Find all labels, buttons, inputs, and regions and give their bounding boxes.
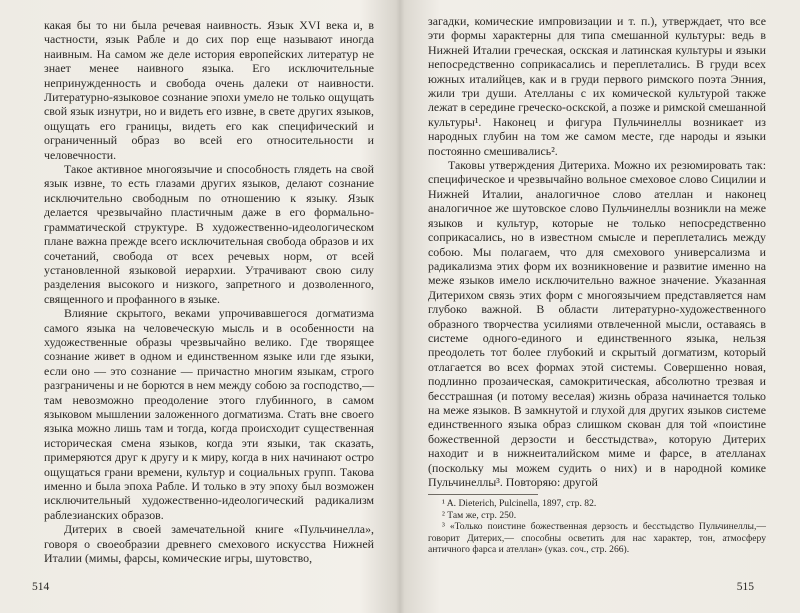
paragraph: загадки, комические импровизации и т. п.), утверждает, что все эти формы характерны для типа смешанной культуры: ведь в Нижней Италии греческая, оскская и латинская культуры и языки непосредственно соприкасались и переплетались. В груди всех южных италийцев, как и в груди первого римского поэта Энния, жили три души. Ателланы с их комической культурой также лежат в середине греческо-оскской, а позже и римской смешанной культуры¹. Наконец и фигура Пульчинеллы возникает из народных глубин на том же самом месте, где народы и языки постоянно смешивались². bbox=[428, 14, 766, 158]
paragraph: Таковы утверждения Дитериха. Можно их резюмировать так: специфическое и чрезвычайно вольное смеховое слово Сицилии и Нижней Италии, аналогичное слово ателлан и наконец аналогичное же шутовское слово Пульчинеллы возникли на меже языков и культур, которые не только непосредственно соприкасались, но в известном смысле и переплетались между собою. Мы полагаем, что для смехового универсализма и радикализма этих форм их возникновение и развитие именно на меже языков имело исключительно важное значение. Указанная Дитерихом связь этих форм с многоязычием представляется нам глубоко важной. В области литературно-художественного образного творчества усилиями отвлеченной мысли, оставаясь в системе одного-единого и единственного языка, нельзя преодолеть тот более глубокий и скрытый догматизм, который отлагается во всех формах этой системы. Совершенно новая, подлинно прозаическая, самокритическая, абсолютно трезвая и бесстрашная (и потому веселая) жизнь образа начинается только на меже языков. В замкнутой и глухой для других языков системе единственного языка образ слишком скован для той «поистине божественной дерзости и бесстыдства», которую Дитерих находит и в нижнеиталийском миме и фарсе, в ателланах (поскольку мы можем судить о них) и в народной комике Пульчинеллы³. Повторяю: другой bbox=[428, 158, 766, 489]
paragraph: какая бы то ни была речевая наивность. Язык XVI века и, в частности, язык Рабле и до сих пор еще называют иногда наивным. На самом же деле история европейских литератур не знает менее наивного языка. Его исключительные непринужденность и свобода очень далеки от наивности. Литературно-языковое сознание эпохи умело не только ощущать свой язык изнутри, но и видеть его извне, в свете других языков, ощущать его границы, видеть его как специфический и ограниченный образ во всей его относительности и человечности. bbox=[44, 18, 374, 162]
footnote: ³ «Только поистине божественная дерзость и бесстыдство Пульчинеллы,— говорит Дитерих,— способны осветить для нас характер, тон, атмосферу античного фарса и ателлан» (указ. соч., стр. 266). bbox=[428, 521, 766, 556]
paragraph: Дитерих в своей замечательной книге «Пульчинелла», говоря о своеобразии древнего смехового искусства Нижней Италии (мимы, фарсы, комические игры, шутовство, bbox=[44, 522, 374, 566]
footnote: ¹ A. Dieterich, Pulcinella, 1897, стр. 82. bbox=[442, 498, 597, 510]
paragraph: Такое активное многоязычие и способность глядеть на свой язык извне, то есть глазами других языков, делают сознание исключительно свободным по отношению к языку. Язык делается чрезвычайно пластичным даже в его формально-грамматической структуре. В художественно-идеологическом плане важна прежде всего исключительная свобода образов и их сочетаний, свобода от всех речевых норм, от всей установленной языковой иерархии. Утрачивают свою силу разделения высокого и низкого, запретного и дозволенного, священного и профанного в языке. bbox=[44, 162, 374, 306]
page-number: 514 bbox=[32, 581, 50, 593]
paragraph: Влияние скрытого, веками упрочивавшегося догматизма самого языка на человеческую мысль и в особенности на художественные образы чрезвычайно велико. Где творящее сознание живет в одном и единственном языке или где языки, если оно — это сознание — причастно многим языкам, строго разграничены и не борются в нем между собою за господство,— там невозможно преодоление этого глубинного, в самом языковом мышлении заложенного догматизма. Стать вне своего языка можно лишь там и тогда, когда происходит существенная историческая смена языков, когда эти языки, так сказать, примеряются друг к другу и к миру, когда в них начинают остро ощущаться грани времени, культур и социальных групп. Такова именно и была эпоха Рабле. И только в эту эпоху был возможен исключительный художественно-идеологический радикализм раблезианских образов. bbox=[44, 306, 374, 522]
footnote: ² Там же, стр. 250. bbox=[442, 509, 517, 521]
right-page bbox=[400, 0, 800, 613]
page-number: 515 bbox=[736, 581, 754, 593]
